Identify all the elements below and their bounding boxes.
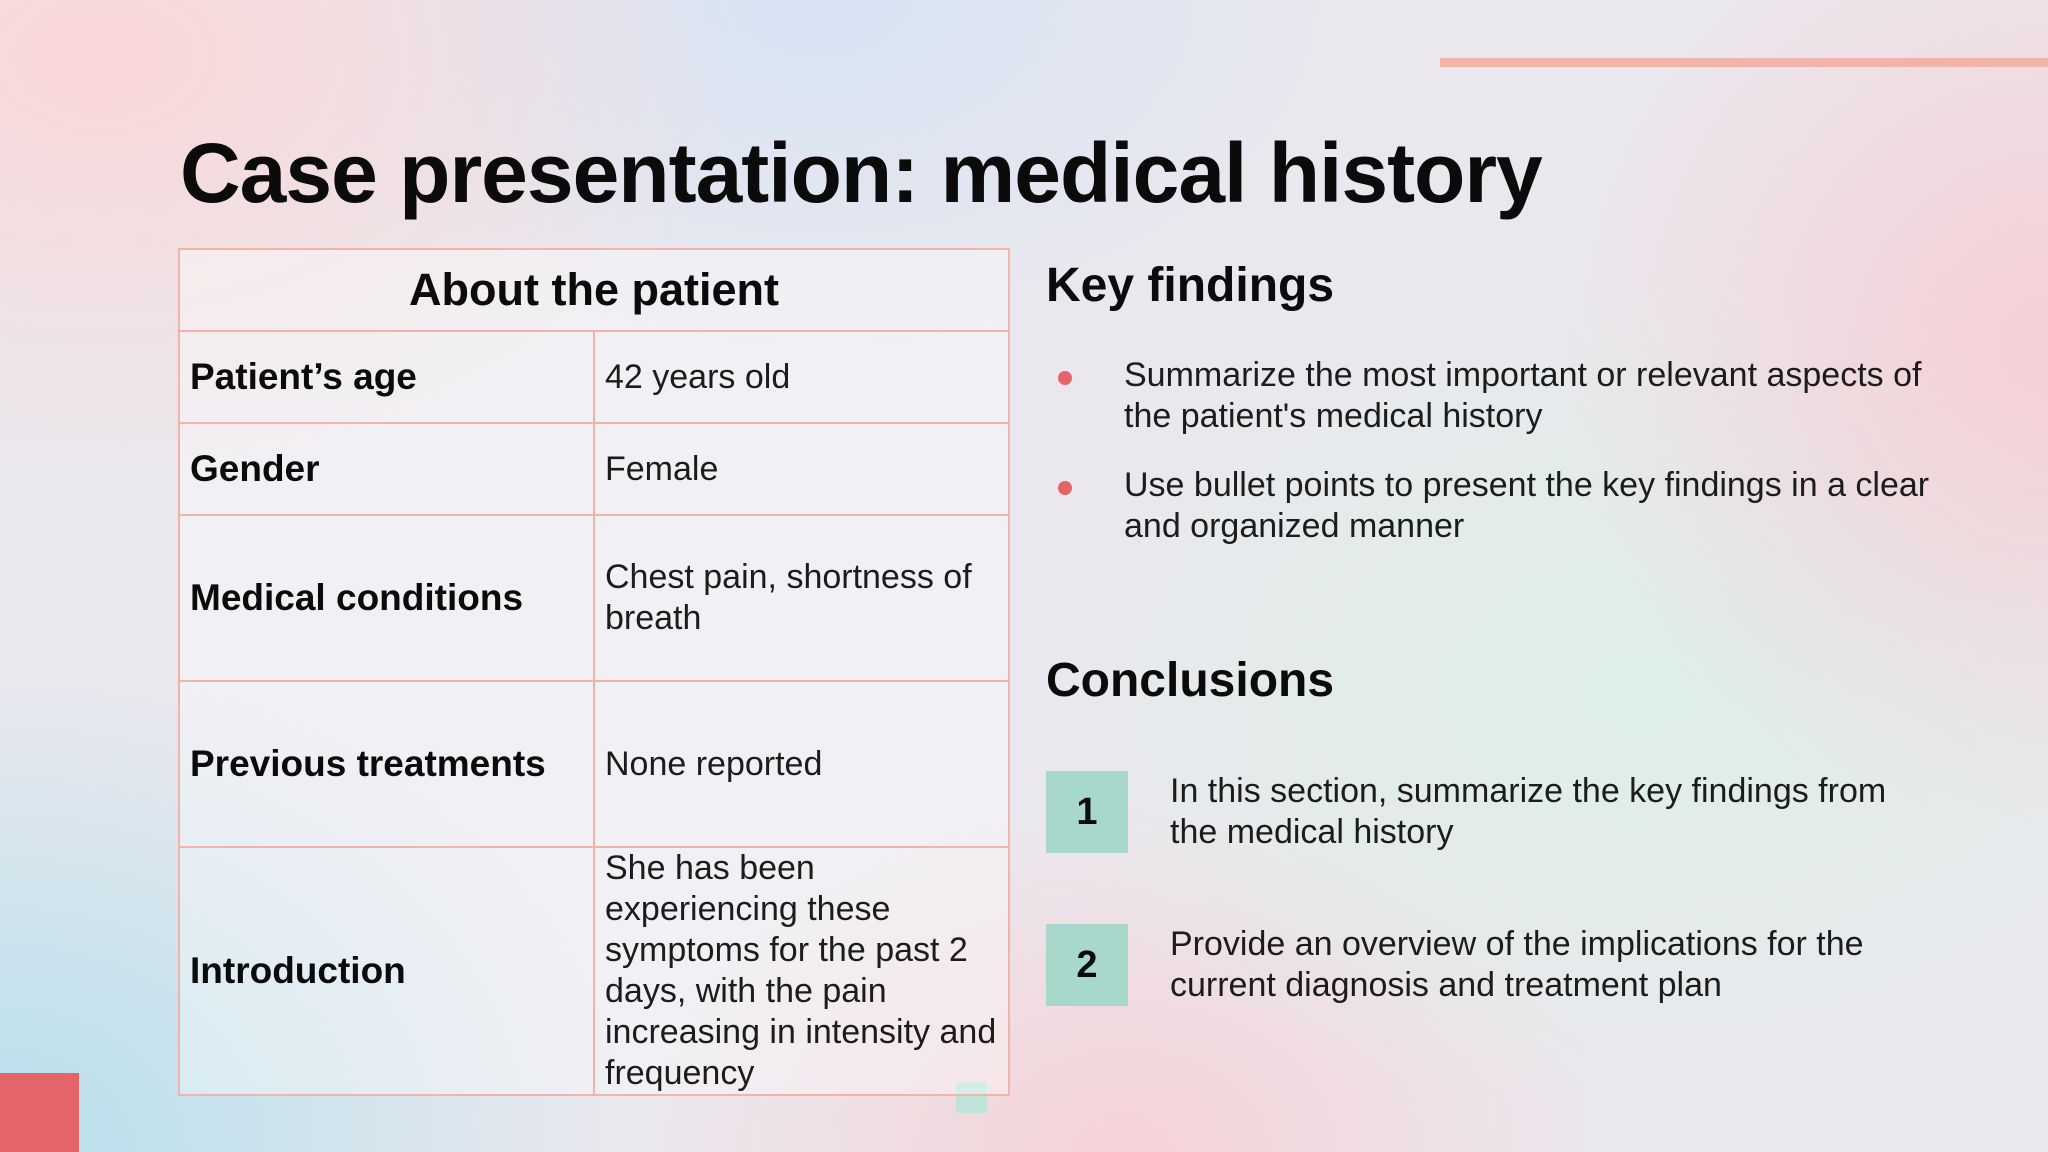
row-label-age: Patient’s age	[179, 331, 594, 423]
row-label-gender: Gender	[179, 423, 594, 515]
finding-text: Summarize the most important or relevant aspects of the patient's medical history	[1124, 356, 1922, 435]
list-item	[1046, 355, 1946, 437]
patient-info-table	[178, 248, 1010, 1096]
page-title: Case presentation: medical history	[180, 126, 1542, 220]
list-item	[1046, 465, 1946, 547]
corner-decoration-square	[0, 1073, 79, 1152]
conclusion-text: Provide an overview of the implications for the current diagnosis and treatment plan	[1170, 925, 1864, 1004]
number-badge: 1	[1046, 771, 1128, 853]
row-label-introduction: Introduction	[179, 847, 594, 1095]
row-value-gender: Female	[594, 423, 1009, 515]
table-header: About the patient	[179, 249, 1009, 331]
row-label-conditions: Medical conditions	[179, 515, 594, 681]
conclusion-item	[1046, 771, 1946, 853]
row-value-introduction: She has been experiencing these symptoms for the past 2 days, with the pain increasing in intensity and frequency	[594, 847, 1009, 1095]
key-findings-heading: Key findings	[1046, 259, 1335, 312]
table-row	[179, 847, 1009, 1095]
conclusion-text: In this section, summarize the key findings from the medical history	[1170, 772, 1887, 851]
table-row	[179, 515, 1009, 681]
key-findings-list	[1046, 355, 1946, 575]
table-row	[179, 681, 1009, 847]
table-row	[179, 331, 1009, 423]
conclusions-heading: Conclusions	[1046, 654, 1335, 707]
number-badge: 2	[1046, 924, 1128, 1006]
table-row	[179, 423, 1009, 515]
finding-text: Use bullet points to present the key findings in a clear and organized manner	[1124, 466, 1930, 545]
row-value-treatments: None reported	[594, 681, 1009, 847]
row-value-conditions: Chest pain, shortness of breath	[594, 515, 1009, 681]
bullet-dot-icon	[1058, 371, 1072, 385]
conclusion-item	[1046, 924, 1946, 1006]
bullet-dot-icon	[1058, 481, 1072, 495]
top-accent-line	[1440, 58, 2048, 67]
row-label-treatments: Previous treatments	[179, 681, 594, 847]
row-value-age: 42 years old	[594, 331, 1009, 423]
